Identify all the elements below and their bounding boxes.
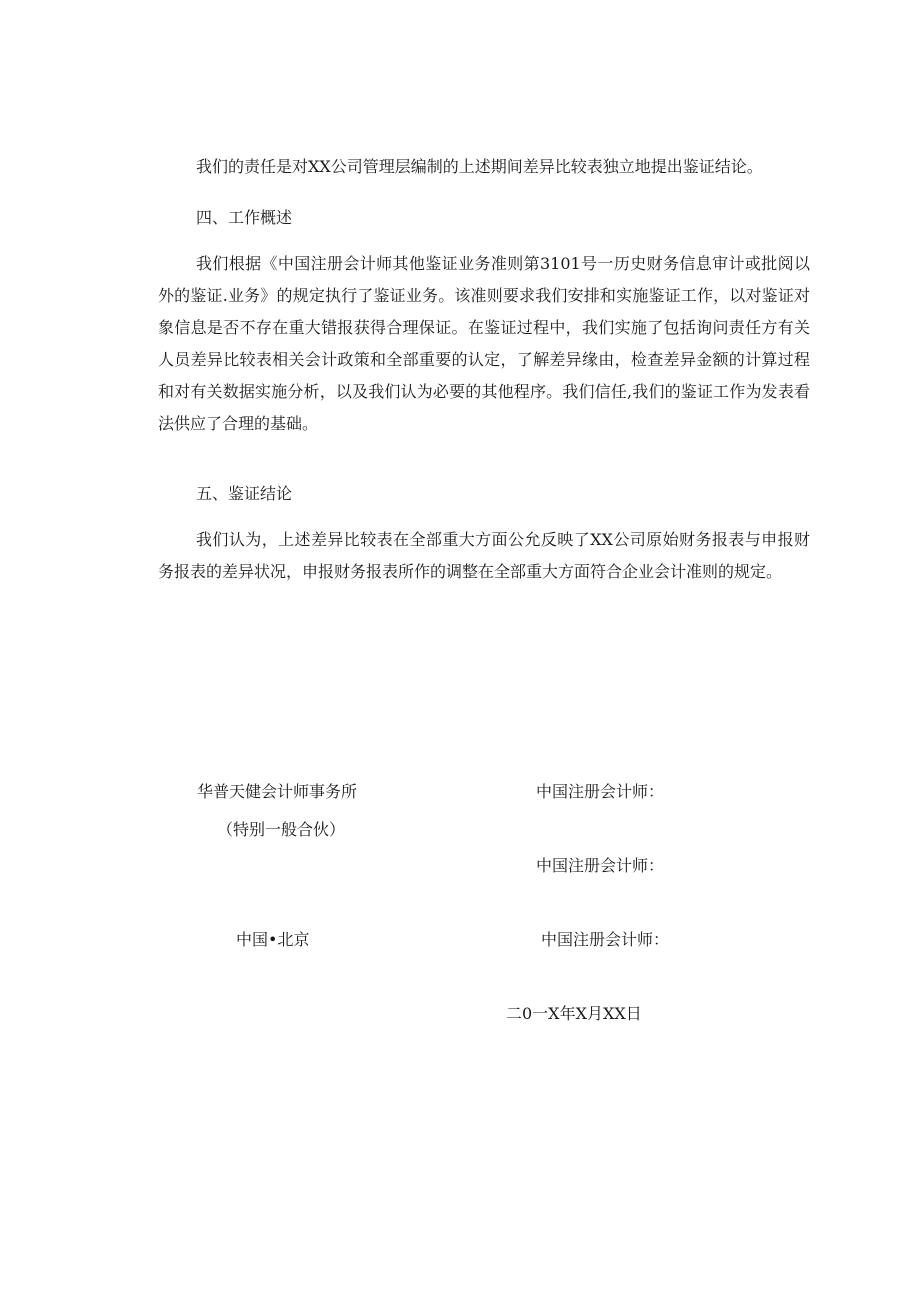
- cpa-signature-label-2: 中国注册会计师：: [536, 856, 665, 875]
- firm-location: 中国•北京: [236, 930, 310, 949]
- cpa-signature-label-1: 中国注册会计师：: [536, 782, 665, 801]
- section-5-heading: 五、鉴证结论: [196, 484, 293, 503]
- report-date: 二0一X年X月XX日: [506, 1004, 642, 1023]
- cpa-signature-label-3: 中国注册会计师：: [541, 930, 670, 949]
- section-5-body: 我们认为，上述差异比较表在全部重大方面公允反映了XX公司原始财务报表与申报财务报表的差异状况，申报财务报表所作的调整在全部重大方面符合企业会计准则的规定。: [158, 530, 810, 581]
- firm-type: （特别一般合伙）: [217, 820, 346, 839]
- responsibility-paragraph: 我们的责任是对XX公司管理层编制的上述期间差异比较表独立地提出鉴证结论。: [196, 157, 763, 176]
- firm-name: 华普天健会计师事务所: [197, 782, 358, 801]
- section-4-heading: 四、工作概述: [196, 208, 293, 227]
- section-4-body: 我们根据《中国注册会计师其他鉴证业务准则第3101号一历史财务信息审计或批阅以外的鉴证.业务》的规定执行了鉴证业务。该准则要求我们安排和实施鉴证工作，以对鉴证对象信息是否不存在重大错报获得合理保证。在鉴证过程中，我们实施了包括询问责任方有关人员差异比较表相关会计政策和全部重要的认定，了解差异缘由，检查差异金额的计算过程和对有关数据实施分析，以及我们认为必要的其他程序。我们信任,我们的鉴证工作为发表看法供应了合理的基础。: [158, 254, 810, 433]
